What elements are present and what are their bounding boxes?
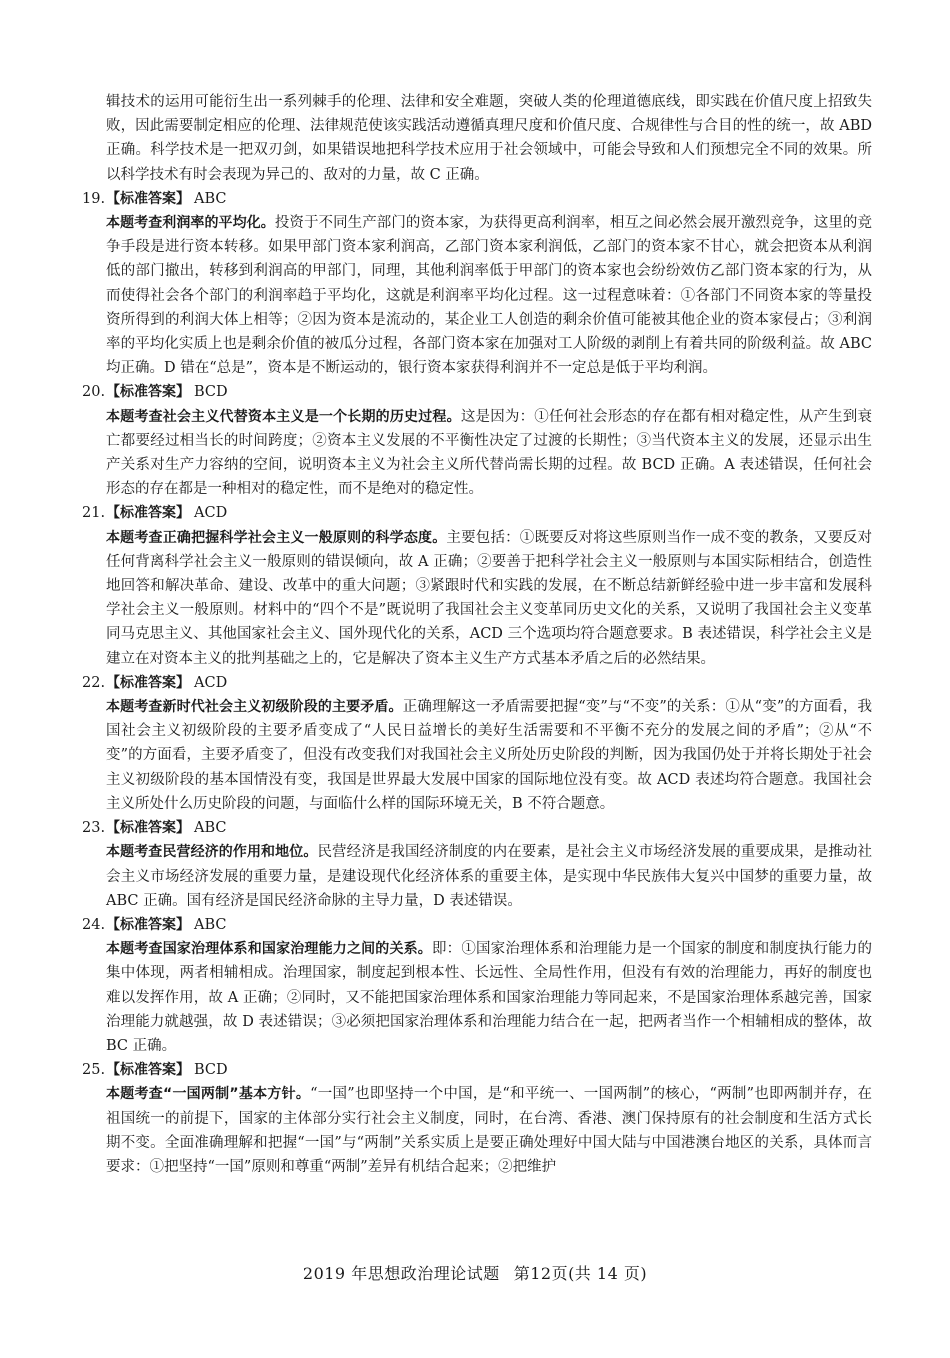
- question-block: [82, 913, 872, 1058]
- explanation-text: 投资于不同生产部门的资本家，为获得更高利润率，相互之间必然会展开激烈竞争，这里的竞争手段是进行资本转移。如果甲部门资本家利润高，乙部门资本家利润低，乙部门的资本家不甘心，就会把资本从利润低的部门撤出，转移到利润高的甲部门，同理，其他利润率低于甲部门的资本家也会纷纷效仿乙部门资本家的行为，从而使得社会各个部门的利润率趋于平均化，这就是利润率平均化过程。这一过程意味着：①各部门不同资本家的等量投资所得到的利润大体上相等；②因为资本是流动的，某企业工人创造的剩余价值可能被其他企业的资本家侵占；③利润率的平均化实质上也是剩余价值的被瓜分过程，各部门资本家在加强对工人阶级的剥削上有着共同的阶级利益。故 ABC 均正确。D 错在“总是”，资本是不断运动的，银行资本家获得利润并不一定总是低于平均利润。: [106, 215, 873, 377]
- question-block: [82, 380, 872, 501]
- explanation-paragraph: [82, 405, 872, 502]
- page-footer: [0, 1262, 950, 1286]
- answer-label: 【标准答案】: [106, 190, 190, 207]
- explanation-paragraph: [82, 526, 872, 671]
- explanation-text: 主要包括：①既要反对将这些原则当作一成不变的教条，又要反对任何背离科学社会主义一般原则的错误倾向，故 A 正确；②要善于把科学社会主义一般原则与本国实际相结合，创造性地回答和解决革命、建设、改革中的重大问题；③紧跟时代和实践的发展，在不断总结新鲜经验中进一步丰富和发展科学社会主义一般原则。材料中的“四个不是”既说明了我国社会主义变革同历史文化的关系，又说明了我国社会主义变革同马克思主义、其他国家社会主义、国外现代化的关系，ACD 三个选项均符合题意要求。B 表述错误，科学社会主义是建立在对资本主义的批判基础之上的，它是解决了资本主义生产方式基本矛盾之后的必然结果。: [106, 529, 873, 667]
- answer-value: ABC: [194, 820, 227, 837]
- question-number: 23.: [82, 820, 106, 837]
- question-number: 25.: [82, 1062, 106, 1079]
- answer-label: 【标准答案】: [106, 1062, 190, 1079]
- answer-value: ACD: [194, 505, 228, 522]
- question-number: 24.: [82, 916, 106, 933]
- question-block: [82, 816, 872, 913]
- footer-page-number: 第12页(共 14 页): [513, 1264, 648, 1283]
- explanation-text: 这是因为：①任何社会形态的存在都有相对稳定性，从产生到衰亡都要经过相当长的时间跨度；②资本主义发展的不平衡性决定了过渡的长期性；③当代资本主义的发展，还显示出生产关系对生产力容纳的空间，说明资本主义为社会主义所代替尚需长期的过程。故 BCD 正确。A 表述错误，任何社会形态的存在都是一种相对的稳定性，而不是绝对的稳定性。: [106, 408, 873, 498]
- explanation-paragraph: [82, 695, 872, 816]
- answer-value: ABC: [194, 190, 227, 207]
- question-header: [82, 1058, 872, 1082]
- question-number: 22.: [82, 674, 106, 691]
- explanation-text: 民营经济是我国经济制度的内在要素，是社会主义市场经济发展的重要成果，是推动社会主义市场经济发展的重要力量，是建设现代化经济体系的重要主体，是实现中华民族伟大复兴中国梦的重要力量，故 ABC 正确。国有经济是国民经济命脉的主导力量，D 表述错误。: [106, 844, 873, 909]
- explanation-lead: 本题考查正确把握科学社会主义一般原则的科学态度。: [106, 529, 447, 546]
- answer-value: BCD: [194, 1062, 228, 1079]
- question-number: 19.: [82, 190, 106, 207]
- answer-explanations: [82, 90, 872, 1179]
- explanation-lead: 本题考查利润率的平均化。: [106, 215, 275, 232]
- answer-label: 【标准答案】: [106, 916, 190, 933]
- intro-paragraph: 辑技术的运用可能衍生出一系列棘手的伦理、法律和安全难题，突破人类的伦理道德底线，即实践在价值尺度上招致失败，因此需要制定相应的伦理、法律规范使该实践活动遵循真理尺度和价值尺度、合规律性与合目的性的统一，故 ABD 正确。科学技术是一把双刃剑，如果错误地把科学技术应用于社会领域中，可能会导致和人们预想完全不同的效果。所以科学技术有时会表现为异己的、敌对的力量，故 C 正确。: [106, 94, 872, 183]
- answer-label: 【标准答案】: [106, 384, 190, 401]
- explanation-lead: 本题考查社会主义代替资本主义是一个长期的历史过程。: [106, 408, 461, 425]
- explanation-lead: 本题考查“一国两制”基本方针。: [106, 1086, 311, 1103]
- question-header: [82, 913, 872, 937]
- answer-label: 【标准答案】: [106, 505, 190, 522]
- question-block: [82, 1058, 872, 1179]
- answer-label: 【标准答案】: [106, 674, 190, 691]
- explanation-text: “一国”也即坚持一个中国，是“和平统一、一国两制”的核心，“两制”也即两制并存，在祖国统一的前提下，国家的主体部分实行社会主义制度，同时，在台湾、香港、澳门保持原有的社会制度和生活方式长期不变。全面准确理解和把握“一国”与“两制”关系实质上是要正确处理好中国大陆与中国港澳台地区的关系，具体而言要求：①把坚持“一国”原则和尊重“两制”差异有机结合起来；②把维护: [106, 1086, 872, 1175]
- question-block: [82, 501, 872, 670]
- answer-value: ABC: [194, 916, 227, 933]
- explanation-paragraph: [82, 937, 872, 1058]
- question-header: [82, 816, 872, 840]
- question-header: [82, 380, 872, 404]
- explanation-text: 正确理解这一矛盾需要把握“变”与“不变”的关系：①从“变”的方面看，我国社会主义初级阶段的主要矛盾变成了“人民日益增长的美好生活需要和不平衡不充分的发展之间的矛盾”；②从“不变”的方面看，主要矛盾变了，但没有改变我们对我国社会主义所处历史阶段的判断，因为我国仍处于并将长期处于社会主义初级阶段的基本国情没有变，我国是世界最大发展中国家的国际地位没有变。故 ACD 表述均符合题意。我国社会主义所处什么历史阶段的问题，与面临什么样的国际环境无关，B 不符合题意。: [106, 699, 872, 812]
- explanation-paragraph: [82, 1082, 872, 1179]
- question-list: [82, 187, 872, 1179]
- answer-value: ACD: [194, 674, 228, 691]
- question-number: 21.: [82, 505, 106, 522]
- explanation-lead: 本题考查国家治理体系和国家治理能力之间的关系。: [106, 941, 432, 958]
- question-header: [82, 187, 872, 211]
- answer-value: BCD: [194, 384, 228, 401]
- answer-label: 【标准答案】: [106, 820, 190, 837]
- explanation-paragraph: [82, 211, 872, 380]
- question-block: [82, 671, 872, 816]
- question-block: [82, 187, 872, 381]
- question-number: 20.: [82, 384, 106, 401]
- explanation-text: 即：①国家治理体系和治理能力是一个国家的制度和制度执行能力的集中体现，两者相辅相成。治理国家，制度起到根本性、长远性、全局性作用，但没有有效的治理能力，再好的制度也难以发挥作用，故 A 正确；②同时，又不能把国家治理体系和国家治理能力等同起来，不是国家治理体系越完善，国家治理能力就越强，故 D 表述错误；③必须把国家治理体系和治理能力结合在一起，把两者当作一个相辅相成的整体，故 BC 正确。: [106, 941, 873, 1054]
- question-header: [82, 671, 872, 695]
- footer-title: 2019 年思想政治理论试题: [302, 1264, 500, 1283]
- explanation-lead: 本题考查民营经济的作用和地位。: [106, 844, 318, 861]
- explanation-lead: 本题考查新时代社会主义初级阶段的主要矛盾。: [106, 699, 403, 716]
- explanation-paragraph: [82, 840, 872, 913]
- question-header: [82, 501, 872, 525]
